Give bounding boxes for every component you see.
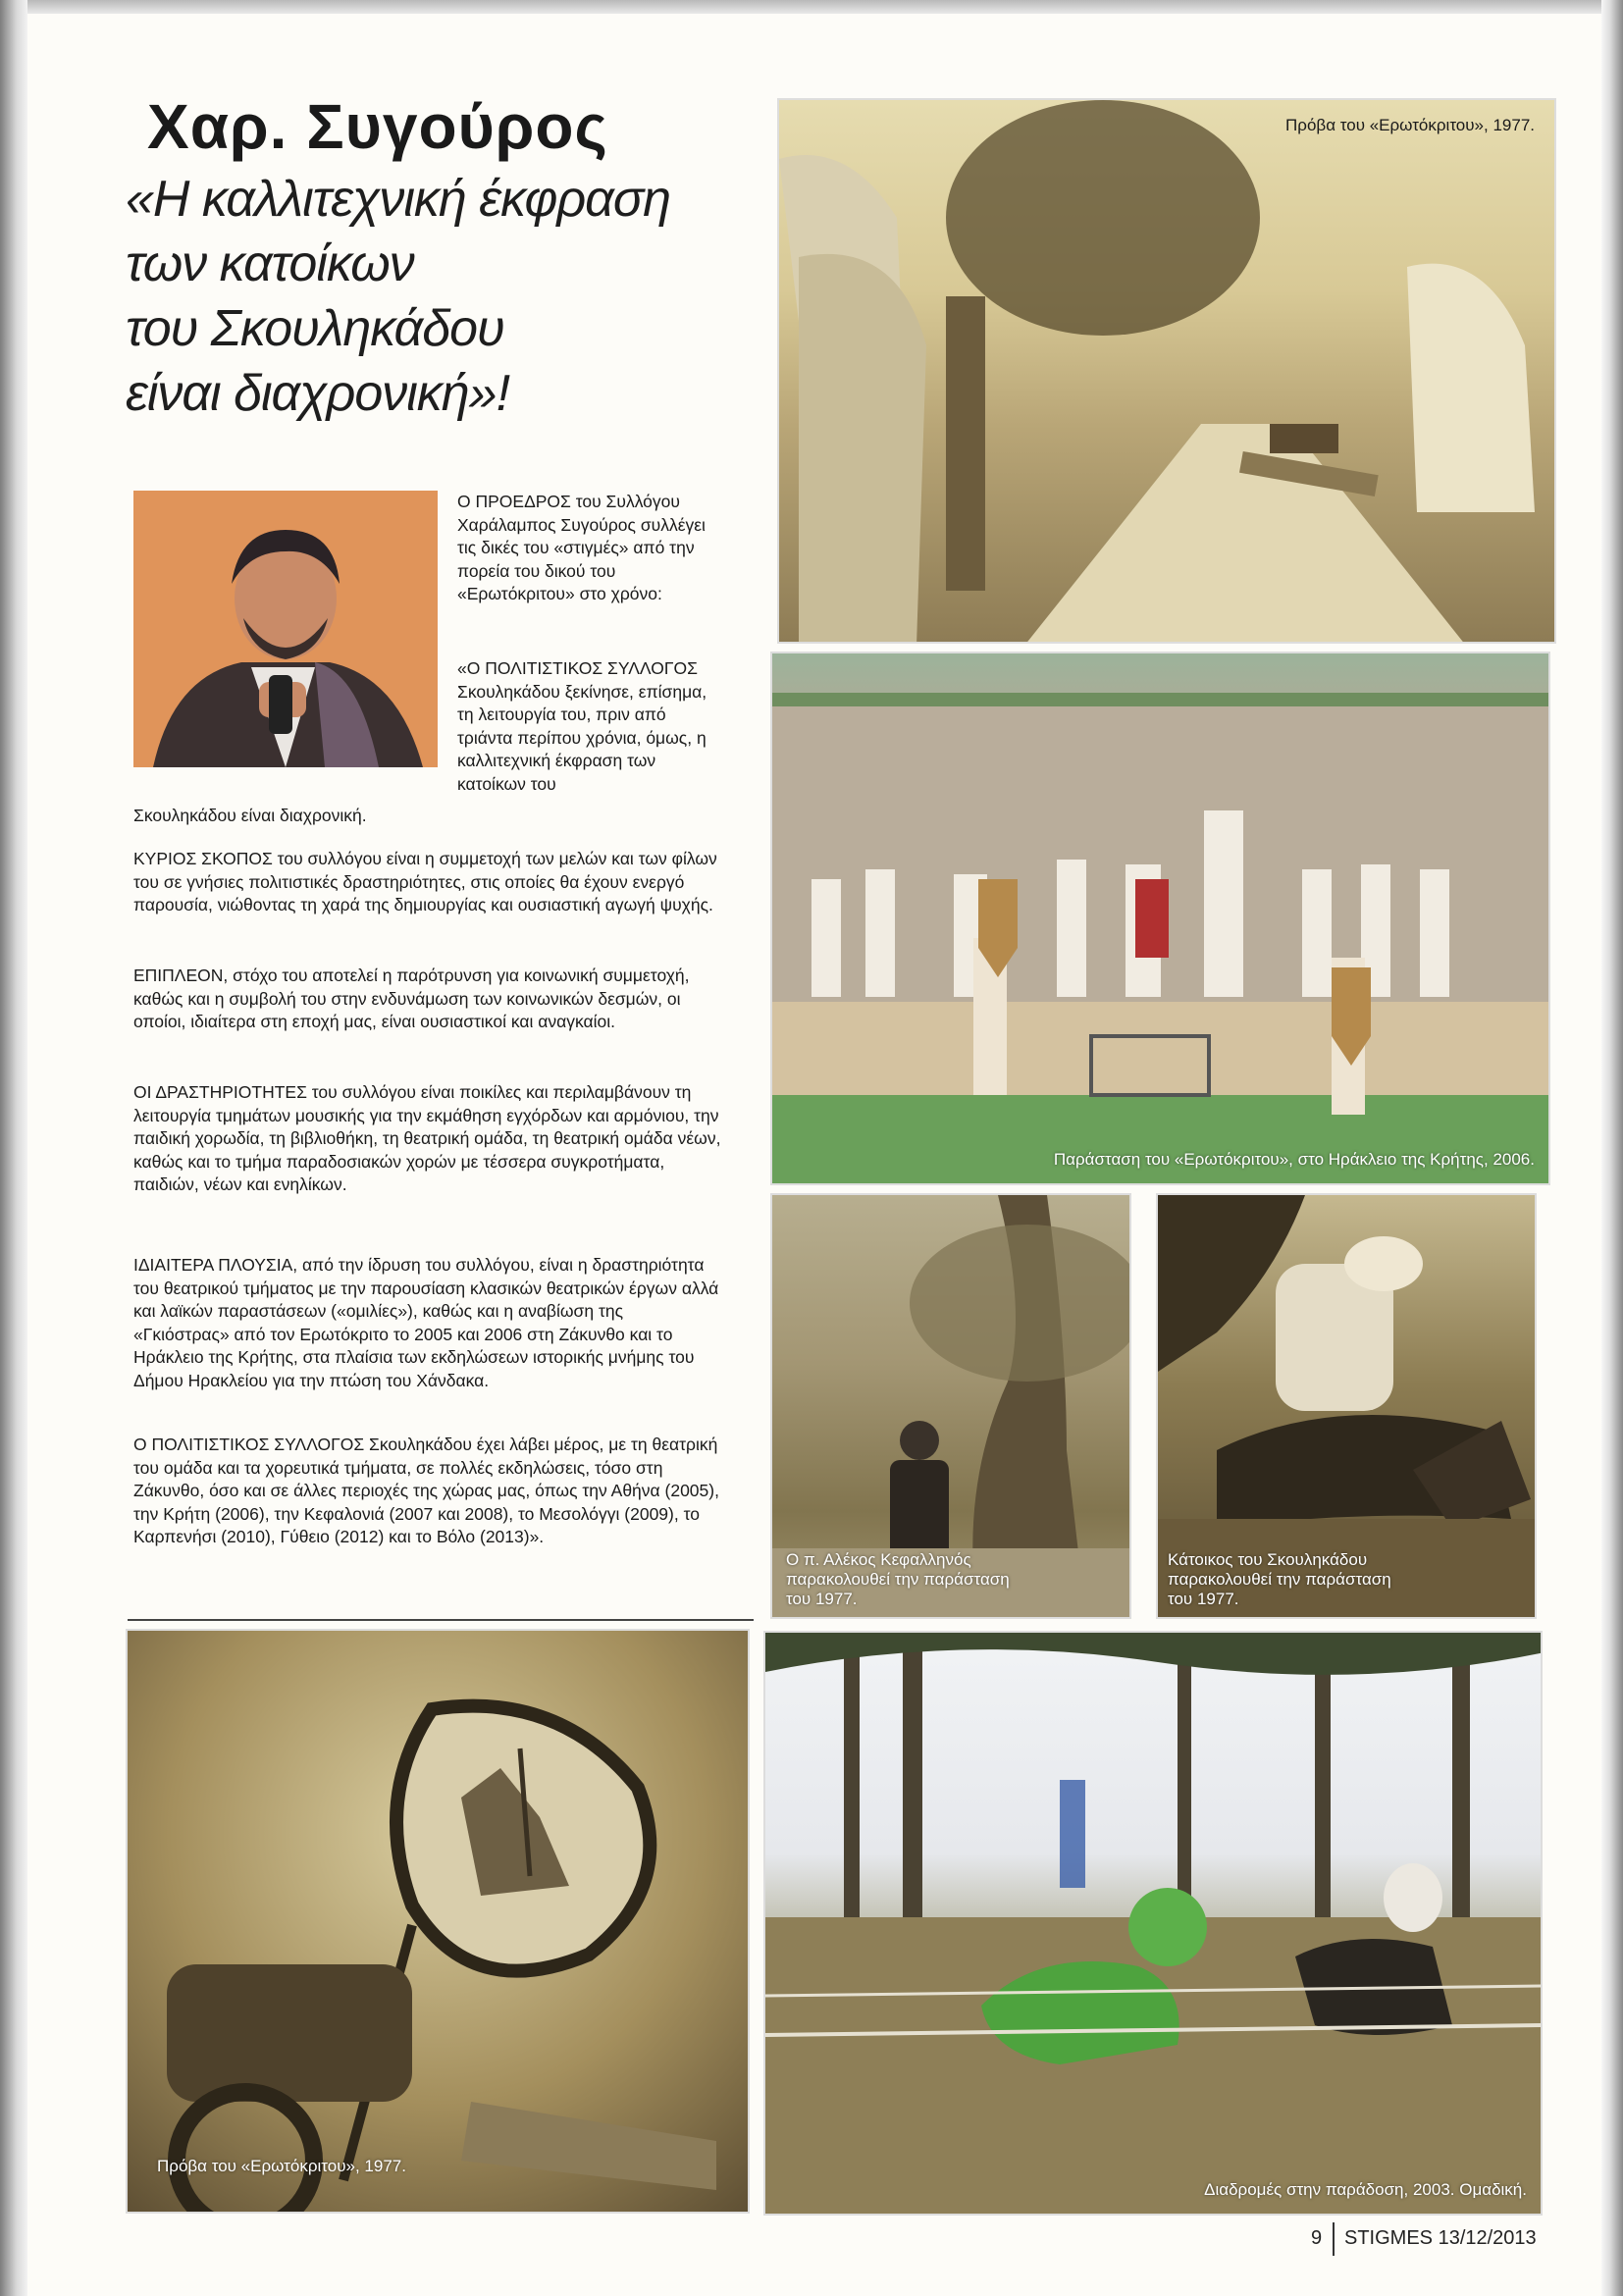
- subtitle-line: είναι διαχρονική»!: [126, 365, 510, 422]
- subtitle-line: του Σκουληκάδου: [126, 300, 504, 357]
- subtitle-line: «Η καλλιτεχνική έκφραση: [126, 171, 671, 228]
- photo-caption: Πρόβα του «Ερωτόκριτου», 1977.: [1285, 116, 1535, 134]
- photo-caption: Διαδρομές στην παράδοση, 2003. Ομαδική.: [1204, 2180, 1527, 2199]
- photo-rehearsal-1977: [777, 98, 1556, 644]
- caption-line: παρακολουθεί την παράσταση: [1168, 1570, 1391, 1589]
- article-subtitle-quote: [126, 167, 734, 426]
- photo-caption: [786, 1550, 1010, 1609]
- publication-date: STIGMES 13/12/2013: [1344, 2227, 1537, 2249]
- quote-paragraph-start: «Ο ΠΟΛΙΤΙΣΤΙΚΟΣ ΣΥΛΛΟΓΟΣ Σκουληκάδου ξεκίνησε, επίσημα, τη λειτουργία του, πριν από τριάντα περίπου χρόνια, όμως, η καλλιτεχνική έκφραση των κατοίκων του: [457, 658, 707, 794]
- caption-line: παρακολουθεί την παράσταση: [786, 1570, 1010, 1589]
- stage-scene: [772, 653, 1550, 1185]
- body-paragraph: ΚΥΡΙΟΣ ΣΚΟΠΟΣ του συλλόγου είναι η συμμετοχή των μελών και των φίλων του σε γνήσιες πολιτιστικές δραστηριότητες, στις οποίες θα έχουν ενεργό παρουσία, νιώθοντας τη χαρά της δημιουργίας και ουσιαστική αγωγή ψυχής.: [133, 849, 717, 914]
- scan-edge-right: [1601, 0, 1623, 2296]
- page-number: 9: [1311, 2227, 1323, 2249]
- rehearsal-scene: [779, 100, 1556, 644]
- caption-line: του 1977.: [1168, 1590, 1239, 1608]
- photo-stage-performance-2006: [770, 652, 1550, 1185]
- quote-paragraph-end: Σκουληκάδου είναι διαχρονική.: [133, 806, 367, 825]
- body-paragraph: Ο ΠΟΛΙΤΙΣΤΙΚΟΣ ΣΥΛΛΟΓΟΣ Σκουληκάδου έχει λάβει μέρος, με τη θεατρική του ομάδα και τα χορευτικά τμήματα, σε πολλές εκδηλώσεις, τόσο στη Ζάκυνθο, όσο και σε άλλες περιοχές της χώρας μας, όπως την Αθήνα (2005), την Κρήτη (2006), την Κεφαλονιά (2007 και 2008), το Μεσολόγγι (2009), το Καρπενήσι (2010), Γύθειο (2012) και το Βόλο (2013)».: [133, 1435, 719, 1546]
- footer-separator: [1333, 2222, 1335, 2256]
- race-scene: [765, 1633, 1543, 2216]
- article-title: Χαρ. Συγούρος: [147, 91, 608, 162]
- photo-resident-watching: [1156, 1193, 1537, 1619]
- portrait-photo: [133, 491, 438, 767]
- photo-caption: [1168, 1550, 1391, 1609]
- body-paragraph: ΟΙ ΔΡΑΣΤΗΡΙΟΤΗΤΕΣ του συλλόγου είναι ποικίλες και περιλαμβάνουν τη λειτουργία τμημάτων μουσικής για την εκμάθηση εγχόρδων και αρμόνιου, την παιδική χορωδία, τη βιβλιοθήκη, τη θεατρική ομάδα, τη θεατρική ομάδα νέων, καθώς και το τμήμα παραδοσιακών χορών με τέσσερα συγκροτήματα, παιδιών, νέων και ενηλίκων.: [133, 1082, 721, 1194]
- caption-line: Ο π. Αλέκος Κεφαλληνός: [786, 1550, 971, 1569]
- subtitle-line: των κατοίκων: [126, 235, 414, 292]
- portrait-illustration: [133, 491, 438, 767]
- photo-caption: Παράσταση του «Ερωτόκριτου», στο Ηράκλειο της Κρήτης, 2006.: [1053, 1150, 1535, 1169]
- photo-horse-race-2003: [763, 1631, 1543, 2216]
- caption-line: Κάτοικος του Σκουληκάδου: [1168, 1550, 1368, 1569]
- photo-motorcycle-mirror: [126, 1629, 750, 2214]
- scan-edge-left: [0, 0, 27, 2296]
- column-divider: [128, 1619, 754, 1621]
- intro-paragraph: Ο ΠΡΟΕΔΡΟΣ του Συλλόγου Χαράλαμπος Συγούρος συλλέγει τις δικές του «στιγμές» από την πορεία του δικού του «Ερωτόκριτου» στο χρόνο:: [457, 492, 706, 603]
- photo-caption: Πρόβα του «Ερωτόκριτου», 1977.: [157, 2157, 406, 2175]
- body-paragraph: ΕΠΙΠΛΕΟΝ, στόχο του αποτελεί η παρότρυνση για κοινωνική συμμετοχή, καθώς και η συμβολή του στην ενδυνάμωση των κοινωνικών δεσμών, οι οποίοι, ιδιαίτερα στη εποχή μας, είναι ουσιαστικοί και αναγκαίοι.: [133, 965, 690, 1031]
- photo-priest-watching: [770, 1193, 1131, 1619]
- motorcycle-scene: [128, 1631, 750, 2214]
- scan-edge-top: [0, 0, 1623, 14]
- caption-line: του 1977.: [786, 1590, 858, 1608]
- body-paragraph: ΙΔΙΑΙΤΕΡΑ ΠΛΟΥΣΙΑ, από την ίδρυση του συλλόγου, είναι η δραστηριότητα του θεατρικού τμήματος με την παρουσίαση κλασικών θεατρικών έργων αλλά και λαϊκών παραστάσεων («ομιλίες»), καθώς και η αναβίωση της «Γκιόστρας» από τον Ερωτόκριτο το 2005 και 2006 στη Ζάκυνθο και το Ηράκλειο της Κρήτης, στα πλαίσια των εκδηλώσεων ιστορικής μνήμης του Δήμου Ηρακλείου για την πτώση του Χάνδακα.: [133, 1255, 719, 1390]
